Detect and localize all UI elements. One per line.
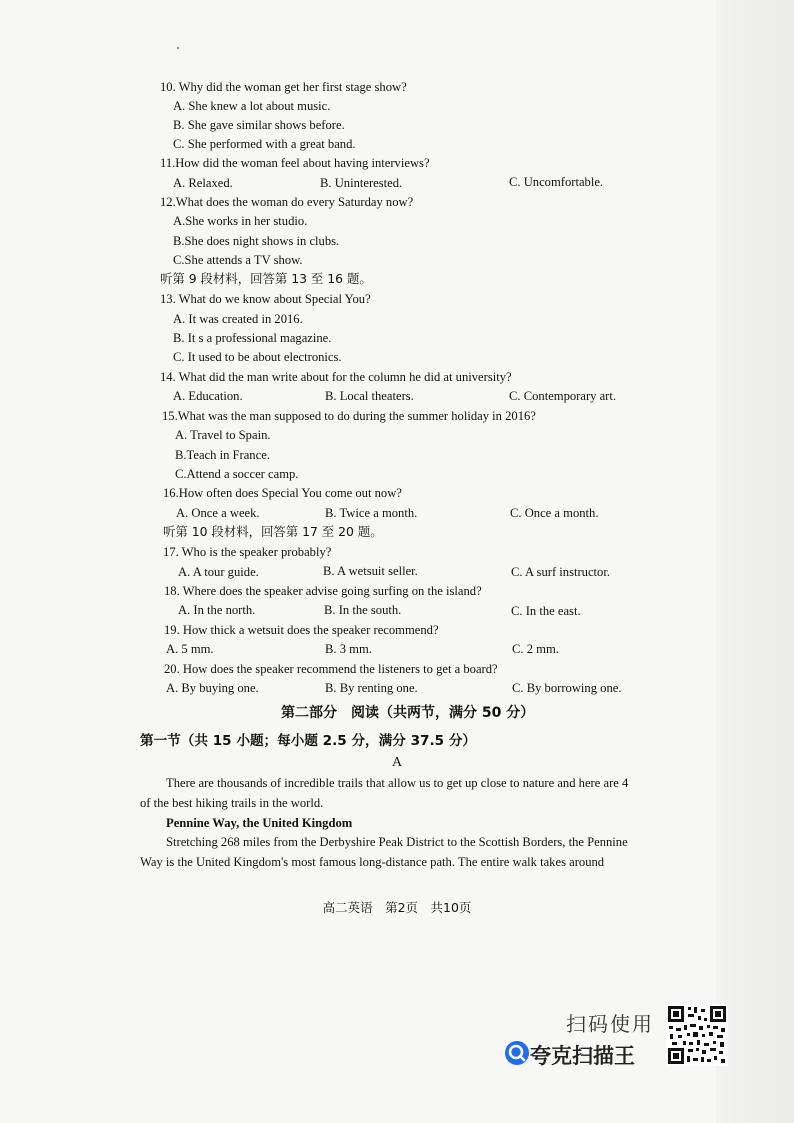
- q17-option-a: A. A tour guide.: [178, 565, 259, 579]
- q13-option-c: C. It used to be about electronics.: [173, 350, 342, 364]
- q12-option-c: C.She attends a TV show.: [173, 253, 303, 267]
- q16-option-b: B. Twice a month.: [325, 506, 418, 520]
- passage-heading: Pennine Way, the United Kingdom: [166, 816, 353, 830]
- q12-option-a: A.She works in her studio.: [173, 214, 308, 228]
- q11-option-c: C. Uncomfortable.: [509, 175, 604, 189]
- brand-name: 夸克扫描王: [530, 1044, 635, 1068]
- q13-option-a: A. It was created in 2016.: [173, 312, 303, 326]
- q12-stem: 12.What does the woman do every Saturday now?: [160, 195, 414, 209]
- q19-option-b: B. 3 mm.: [325, 642, 372, 656]
- q16-option-a: A. Once a week.: [176, 506, 260, 520]
- passage-body-line-2: Way is the United Kingdom's most famous long-distance path. The entire walk takes around: [140, 854, 605, 869]
- q14-option-a: A. Education.: [173, 389, 243, 403]
- q17-stem: 17. Who is the speaker probably?: [163, 545, 332, 559]
- q18-option-c: C. In the east.: [511, 604, 581, 618]
- q17-option-c: C. A surf instructor.: [511, 565, 611, 579]
- q10-stem: 10. Why did the woman get her first stage show?: [160, 80, 407, 94]
- q20-stem: 20. How does the speaker recommend the listeners to get a board?: [164, 662, 498, 676]
- q20-option-a: A. By buying one.: [166, 681, 259, 695]
- qr-code-icon[interactable]: [666, 1004, 728, 1066]
- instruction-section-10: 听第 10 段材料，回答第 17 至 20 题。: [163, 524, 383, 539]
- q14-option-c: C. Contemporary art.: [509, 389, 617, 403]
- page-footer: 高二英语 第2页 共10页: [322, 900, 472, 915]
- q15-option-b: B.Teach in France.: [175, 448, 270, 462]
- q11-option-b: B. Uninterested.: [320, 176, 403, 190]
- q15-option-c: C.Attend a soccer camp.: [175, 467, 299, 481]
- instruction-section-9: 听第 9 段材料，回答第 13 至 16 题。: [160, 271, 372, 286]
- q13-option-b: B. It s a professional magazine.: [173, 331, 332, 345]
- q10-option-c: C. She performed with a great band.: [173, 137, 356, 151]
- q14-option-b: B. Local theaters.: [325, 389, 414, 403]
- scan-edge: [716, 0, 794, 1123]
- q16-option-c: C. Once a month.: [510, 506, 599, 520]
- passage-intro: [140, 774, 658, 813]
- q20-option-b: B. By renting one.: [325, 681, 418, 695]
- q19-stem: 19. How thick a wetsuit does the speaker recommend?: [164, 623, 439, 637]
- q17-option-b: B. A wetsuit seller.: [323, 564, 418, 578]
- q11-stem: 11.How did the woman feel about having interviews?: [160, 156, 430, 170]
- q14-stem: 14. What did the man write about for the column he did at university?: [160, 370, 512, 384]
- part2-title: 第二部分 阅读（共两节，满分 50 分）: [281, 705, 535, 721]
- passage-body-line-1: Stretching 268 miles from the Derbyshire Peak District to the Scottish Borders, the Pennine: [166, 835, 628, 849]
- q10-option-a: A. She knew a lot about music.: [173, 99, 331, 113]
- q19-option-c: C. 2 mm.: [512, 642, 559, 656]
- section1-title: 第一节（共 15 小题；每小题 2.5 分，满分 37.5 分）: [140, 733, 477, 749]
- q18-option-b: B. In the south.: [324, 603, 402, 617]
- passage-letter: A: [391, 755, 403, 770]
- q18-option-a: A. In the north.: [178, 603, 256, 617]
- q16-stem: 16.How often does Special You come out now?: [163, 486, 402, 500]
- q13-stem: 13. What do we know about Special You?: [160, 292, 371, 306]
- q10-option-b: B. She gave similar shows before.: [173, 118, 345, 132]
- q11-option-a: A. Relaxed.: [173, 176, 233, 190]
- q19-option-a: A. 5 mm.: [166, 642, 214, 656]
- passage-body: [140, 833, 658, 872]
- passage-intro-line-2: of the best hiking trails in the world.: [140, 795, 324, 810]
- q18-stem: 18. Where does the speaker advise going surfing on the island?: [164, 584, 482, 598]
- scan-to-use-text: 扫码使用: [566, 1012, 654, 1036]
- scanner-watermark: [500, 1000, 740, 1080]
- q15-stem: 15.What was the man supposed to do during the summer holiday in 2016?: [162, 409, 536, 423]
- q15-option-a: A. Travel to Spain.: [175, 428, 271, 442]
- q20-option-c: C. By borrowing one.: [512, 681, 622, 695]
- q12-option-b: B.She does night shows in clubs.: [173, 234, 340, 248]
- scan-speck: [177, 47, 179, 49]
- passage-intro-line-1: There are thousands of incredible trails that allow us to get up close to nature and here are 4: [166, 776, 629, 790]
- quark-logo-icon: [504, 1040, 530, 1066]
